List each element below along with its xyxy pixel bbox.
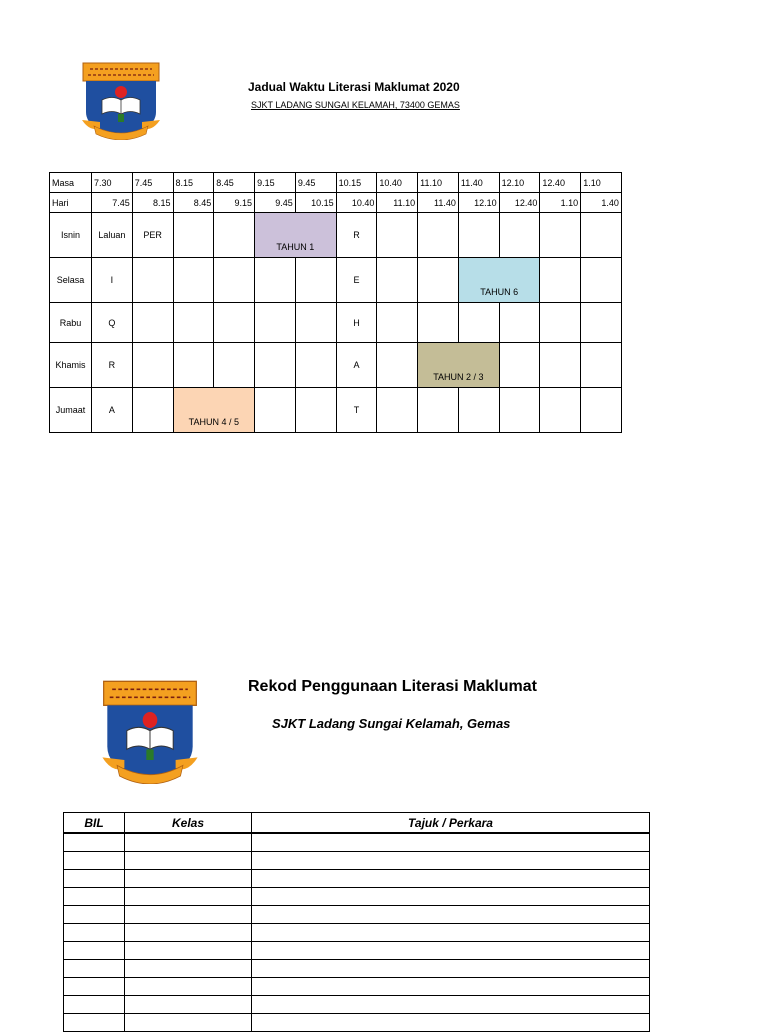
slot-cell	[255, 343, 296, 388]
record-cell	[252, 888, 650, 906]
end-time: 10.15	[295, 193, 336, 213]
slot-cell	[418, 388, 459, 433]
class-block-tahun-2-3: TAHUN 2 / 3	[418, 343, 500, 388]
slot-cell	[377, 213, 418, 258]
timetable-title: Jadual Waktu Literasi Maklumat 2020	[248, 80, 460, 94]
record-cell	[125, 852, 252, 870]
record-row	[64, 996, 650, 1014]
column-header-tajuk: Tajuk / Perkara	[252, 813, 650, 834]
record-cell	[64, 906, 125, 924]
column-header-kelas: Kelas	[125, 813, 252, 834]
slot-cell	[255, 258, 296, 303]
slot-cell	[458, 303, 499, 343]
end-time: 12.10	[458, 193, 499, 213]
record-cell	[125, 1014, 252, 1032]
end-time: 9.15	[214, 193, 255, 213]
slot-cell: Laluan	[92, 213, 133, 258]
end-time: 8.15	[132, 193, 173, 213]
school-crest-icon	[80, 62, 162, 140]
record-cell	[125, 996, 252, 1014]
record-title: Rekod Penggunaan Literasi Maklumat	[248, 678, 537, 695]
slot-cell	[581, 213, 622, 258]
end-time: 11.10	[377, 193, 418, 213]
end-time-row	[50, 193, 622, 213]
slot-cell	[499, 213, 540, 258]
record-cell	[125, 942, 252, 960]
record-row	[64, 906, 650, 924]
start-time: 11.40	[458, 173, 499, 193]
slot-cell	[377, 258, 418, 303]
day-label: Rabu	[50, 303, 92, 343]
slot-cell	[173, 258, 214, 303]
slot-cell	[499, 388, 540, 433]
slot-cell	[377, 388, 418, 433]
slot-cell	[132, 303, 173, 343]
slot-cell	[499, 303, 540, 343]
column-header-bil: BIL	[64, 813, 125, 834]
record-table	[63, 812, 650, 1032]
day-label: Selasa	[50, 258, 92, 303]
record-row	[64, 870, 650, 888]
start-time: 8.45	[214, 173, 255, 193]
start-time: 10.15	[336, 173, 377, 193]
end-time: 12.40	[499, 193, 540, 213]
slot-cell	[255, 303, 296, 343]
record-cell	[252, 996, 650, 1014]
slot-cell	[295, 388, 336, 433]
slot-cell	[458, 388, 499, 433]
timetable	[49, 172, 622, 433]
record-cell	[64, 924, 125, 942]
record-row	[64, 960, 650, 978]
record-row	[64, 888, 650, 906]
record-header-row	[64, 813, 650, 834]
slot-cell	[540, 303, 581, 343]
record-row	[64, 852, 650, 870]
record-cell	[125, 888, 252, 906]
record-cell	[252, 906, 650, 924]
end-time: 10.40	[336, 193, 377, 213]
end-time: 9.45	[255, 193, 296, 213]
record-cell	[252, 924, 650, 942]
day-row-jumaat	[50, 388, 622, 433]
slot-cell: H	[336, 303, 377, 343]
slot-cell	[458, 213, 499, 258]
record-cell	[64, 888, 125, 906]
slot-cell	[214, 258, 255, 303]
record-cell	[125, 870, 252, 888]
record-cell	[64, 833, 125, 852]
record-row	[64, 1014, 650, 1032]
record-cell	[64, 1014, 125, 1032]
slot-cell	[581, 343, 622, 388]
slot-cell	[377, 303, 418, 343]
end-time: 1.40	[581, 193, 622, 213]
record-cell	[252, 1014, 650, 1032]
start-time: 9.15	[255, 173, 296, 193]
class-block-tahun-4-5: TAHUN 4 / 5	[173, 388, 255, 433]
slot-cell	[173, 213, 214, 258]
record-row	[64, 924, 650, 942]
slot-cell: Q	[92, 303, 133, 343]
start-time: 12.40	[540, 173, 581, 193]
end-time: 1.10	[540, 193, 581, 213]
slot-cell	[132, 343, 173, 388]
slot-cell	[295, 303, 336, 343]
slot-cell: R	[92, 343, 133, 388]
slot-cell	[377, 343, 418, 388]
school-crest-icon	[100, 680, 200, 784]
slot-cell	[540, 343, 581, 388]
day-row-khamis	[50, 343, 622, 388]
record-cell	[64, 960, 125, 978]
slot-cell	[173, 303, 214, 343]
record-cell	[125, 906, 252, 924]
slot-cell	[540, 213, 581, 258]
start-label: Masa	[50, 173, 92, 193]
record-cell	[64, 996, 125, 1014]
slot-cell	[214, 303, 255, 343]
slot-cell	[295, 343, 336, 388]
slot-cell	[418, 258, 459, 303]
slot-cell	[581, 258, 622, 303]
start-time: 12.10	[499, 173, 540, 193]
end-time: 8.45	[173, 193, 214, 213]
slot-cell	[581, 388, 622, 433]
end-time: 11.40	[418, 193, 459, 213]
timetable-subtitle: SJKT LADANG SUNGAI KELAMAH, 73400 GEMAS	[251, 100, 460, 110]
slot-cell: E	[336, 258, 377, 303]
day-label: Khamis	[50, 343, 92, 388]
day-row-isnin	[50, 213, 622, 258]
record-cell	[125, 833, 252, 852]
slot-cell	[214, 343, 255, 388]
day-label: Isnin	[50, 213, 92, 258]
start-time-row	[50, 173, 622, 193]
record-row	[64, 942, 650, 960]
start-time: 7.30	[92, 173, 133, 193]
slot-cell	[418, 213, 459, 258]
slot-cell: I	[92, 258, 133, 303]
slot-cell	[214, 213, 255, 258]
record-cell	[252, 978, 650, 996]
record-cell	[252, 870, 650, 888]
record-cell	[64, 978, 125, 996]
slot-cell: R	[336, 213, 377, 258]
record-cell	[252, 942, 650, 960]
slot-cell: A	[336, 343, 377, 388]
class-block-tahun-6: TAHUN 6	[458, 258, 540, 303]
record-row	[64, 833, 650, 852]
slot-cell	[132, 388, 173, 433]
day-row-selasa	[50, 258, 622, 303]
slot-cell: T	[336, 388, 377, 433]
record-cell	[64, 942, 125, 960]
record-row	[64, 978, 650, 996]
slot-cell	[540, 388, 581, 433]
record-cell	[252, 833, 650, 852]
start-time: 10.40	[377, 173, 418, 193]
end-time: 7.45	[92, 193, 133, 213]
slot-cell	[173, 343, 214, 388]
slot-cell	[295, 258, 336, 303]
slot-cell	[499, 343, 540, 388]
record-subtitle: SJKT Ladang Sungai Kelamah, Gemas	[272, 716, 511, 731]
class-block-tahun-1: TAHUN 1	[255, 213, 337, 258]
day-label: Jumaat	[50, 388, 92, 433]
slot-cell	[418, 303, 459, 343]
day-row-rabu	[50, 303, 622, 343]
start-time: 7.45	[132, 173, 173, 193]
start-time: 9.45	[295, 173, 336, 193]
record-cell	[252, 960, 650, 978]
record-cell	[125, 924, 252, 942]
record-cell	[252, 852, 650, 870]
end-label: Hari	[50, 193, 92, 213]
record-cell	[125, 978, 252, 996]
start-time: 1.10	[581, 173, 622, 193]
slot-cell: A	[92, 388, 133, 433]
slot-cell	[255, 388, 296, 433]
record-cell	[64, 870, 125, 888]
slot-cell	[132, 258, 173, 303]
start-time: 8.15	[173, 173, 214, 193]
record-cell	[125, 960, 252, 978]
start-time: 11.10	[418, 173, 459, 193]
slot-cell: PER	[132, 213, 173, 258]
record-cell	[64, 852, 125, 870]
slot-cell	[540, 258, 581, 303]
slot-cell	[581, 303, 622, 343]
